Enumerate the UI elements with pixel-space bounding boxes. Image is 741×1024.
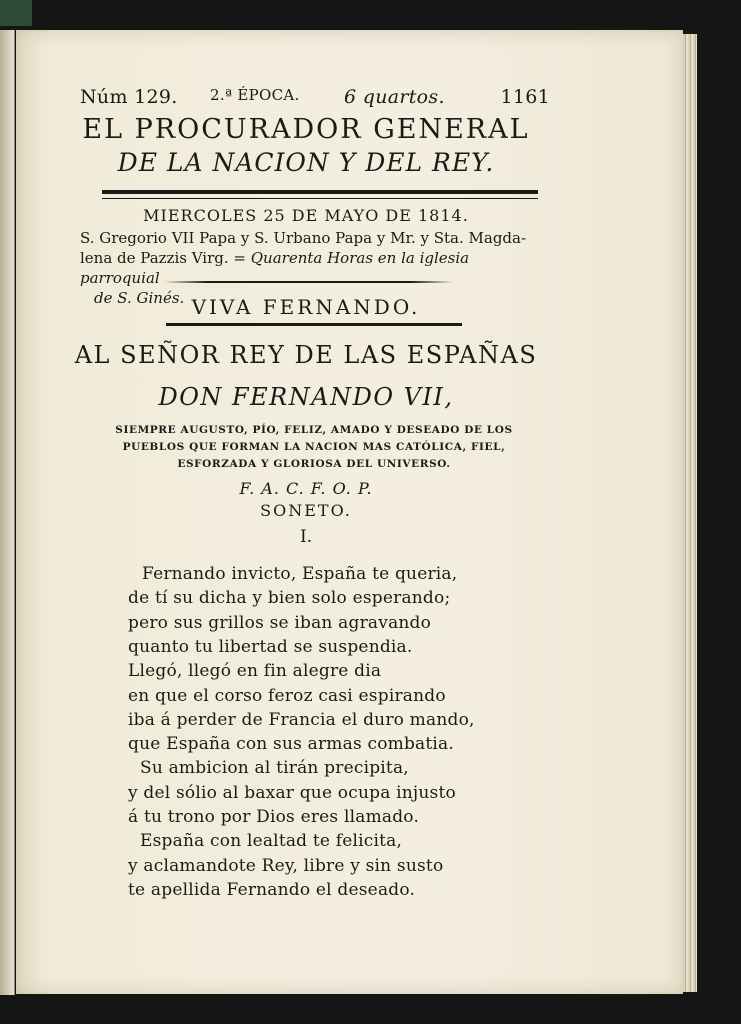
binding-tab xyxy=(0,0,32,26)
issue-epoch: 2.ª ÉPOCA. xyxy=(210,86,300,104)
page-content xyxy=(16,30,683,994)
saints-line-1: S. Gregorio VII Papa y S. Urbano Papa y Mr. y Sta. Magda- xyxy=(80,229,527,247)
poem-line: Llegó, llegó en fin alegre dia xyxy=(128,661,382,682)
poem-line: te apellida Fernando el deseado. xyxy=(128,879,416,900)
poem-line: quanto tu libertad se suspendia. xyxy=(128,636,413,657)
genre-heading: SONETO. xyxy=(260,501,352,520)
author-initials: F. A. C. F. O. P. xyxy=(239,479,373,498)
issue-date: MIERCOLES 25 DE MAYO DE 1814. xyxy=(143,206,469,225)
viva-rule xyxy=(166,323,462,326)
masthead-rule-thin xyxy=(102,198,538,199)
newspaper-page xyxy=(16,30,683,994)
section-divider xyxy=(164,281,454,283)
issue-header xyxy=(80,86,550,112)
quarenta-horas-note: Quarenta Horas en la iglesia parroquial xyxy=(80,249,470,287)
dedicatee-line-2: DON FERNANDO VII, xyxy=(158,383,454,411)
poem-line: que España con sus armas combatia. xyxy=(128,734,454,755)
poem-line: iba á perder de Francia el duro mando, xyxy=(128,709,475,730)
masthead-subtitle: DE LA NACION Y DEL REY. xyxy=(117,148,495,177)
viva-heading: VIVA FERNANDO. xyxy=(191,295,421,319)
poem-line: en que el corso feroz casi espirando xyxy=(128,685,446,706)
issue-number: Núm 129. xyxy=(80,86,178,108)
poem-numeral: I. xyxy=(299,527,313,547)
masthead-title: EL PROCURADOR GENERAL xyxy=(82,114,530,145)
poem-line: Su ambicion al tirán precipita, xyxy=(140,758,409,779)
dedication-text xyxy=(74,422,554,473)
dedication-line-2: PUEBLOS QUE FORMAN LA NACION MAS CATÓLICA, FIEL, xyxy=(122,441,506,453)
poem-line: pero sus grillos se iban agravando xyxy=(128,612,432,633)
poem-line: á tu trono por Dios eres llamado. xyxy=(128,807,420,827)
poem-line: de tí su dicha y bien solo esperando; xyxy=(128,588,451,609)
facing-page-edge xyxy=(0,30,15,995)
saints-line-2-text: lena de Pazzis Virg. = xyxy=(80,249,251,267)
issue-price: 6 quartos. xyxy=(344,86,445,108)
church-name: de S. Ginés. xyxy=(94,289,185,307)
masthead-rule-thick xyxy=(102,190,538,194)
dedication-line-3: ESFORZADA Y GLORIOSA DEL UNIVERSO. xyxy=(177,458,451,470)
stacked-page-edges xyxy=(683,34,697,992)
poem-line: y del sólio al baxar que ocupa injusto xyxy=(128,782,456,803)
poem-line: España con lealtad te felicita, xyxy=(140,831,403,852)
dedicatee-line-1: AL SEÑOR REY DE LAS ESPAÑAS xyxy=(74,341,538,369)
page-number: 1161 xyxy=(500,86,550,108)
dedication-line-1: SIEMPRE AUGUSTO, PÍO, FELIZ, AMADO Y DESEADO DE LOS xyxy=(115,424,513,436)
poem-line: y aclamandote Rey, libre y sin susto xyxy=(128,855,444,876)
poem-line: Fernando invicto, España te queria, xyxy=(142,564,458,584)
